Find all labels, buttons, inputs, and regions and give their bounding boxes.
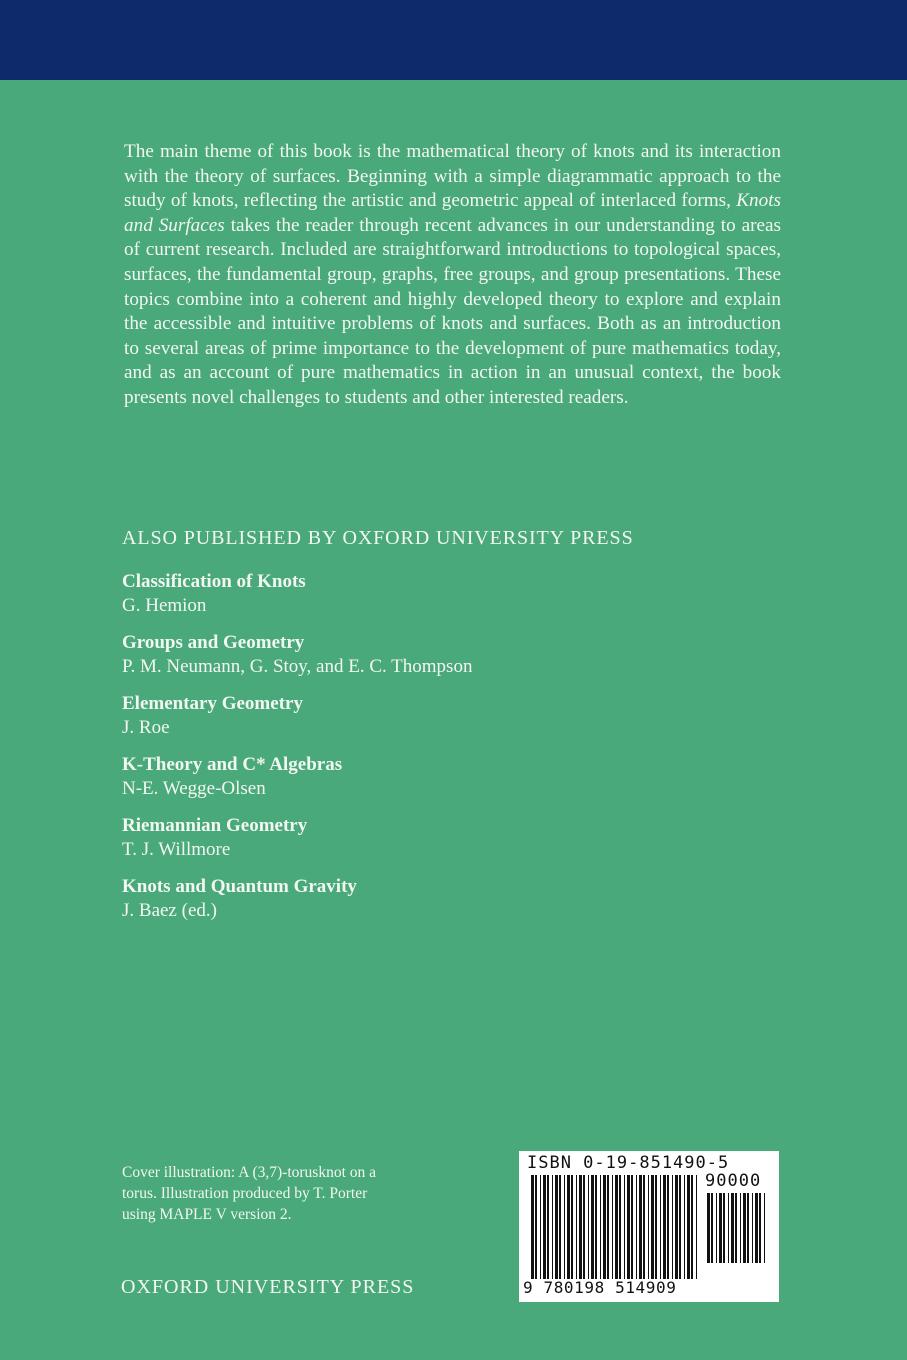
book-author: G. Hemion <box>122 595 207 616</box>
barcode-bar <box>651 1175 654 1279</box>
barcode-bar <box>687 1175 690 1279</box>
isbn-label: ISBN 0-19-851490-5 <box>527 1153 730 1173</box>
blurb-paragraph <box>124 140 781 411</box>
barcode-bar <box>603 1175 606 1279</box>
ean-number: 9 780198 514909 <box>523 1278 677 1297</box>
barcode-bar <box>752 1193 753 1263</box>
barcode-bar <box>631 1175 633 1279</box>
list-item <box>122 692 722 753</box>
barcode-bar <box>547 1175 549 1279</box>
book-author: J. Baez (ed.) <box>122 900 217 921</box>
barcode-bar <box>600 1175 601 1279</box>
barcode-bar <box>747 1193 749 1263</box>
barcode-bar <box>755 1193 758 1263</box>
book-title: K-Theory and C* Algebras <box>122 754 343 775</box>
barcode-bar <box>615 1175 618 1279</box>
barcode-bar <box>535 1175 537 1279</box>
blurb-book-title: Knots and Surfaces <box>124 190 781 236</box>
barcode-bar <box>607 1175 609 1279</box>
barcode-bar <box>723 1193 725 1263</box>
book-title: Classification of Knots <box>122 571 306 592</box>
barcode-bar <box>619 1175 621 1279</box>
barcode-bar <box>643 1175 645 1279</box>
barcode-bar <box>759 1193 761 1263</box>
barcode-bar <box>679 1175 681 1279</box>
barcode-bar <box>696 1175 697 1279</box>
barcode-bar <box>716 1193 717 1263</box>
cover-illustration-credit <box>122 1162 452 1225</box>
barcode-bar <box>764 1193 765 1263</box>
barcode-bar <box>576 1175 577 1279</box>
barcode-bar <box>595 1175 597 1279</box>
list-item <box>122 814 722 875</box>
barcode-bars <box>531 1175 701 1279</box>
book-title: Groups and Geometry <box>122 632 305 653</box>
barcode-bar <box>531 1175 534 1279</box>
barcode-bar <box>555 1175 558 1279</box>
book-title: Knots and Quantum Gravity <box>122 876 357 897</box>
top-band <box>0 0 907 80</box>
list-item <box>122 570 722 631</box>
barcode-bar <box>743 1193 746 1263</box>
barcode-bar <box>567 1175 570 1279</box>
barcode-bar <box>540 1175 541 1279</box>
barcode-bar <box>663 1175 666 1279</box>
blurb-text-2: takes the reader through recent advances in our understanding to areas of current research. Included are straightforward introductions to topological spaces, surfaces, the fundamental group, graphs, free groups, and group presentations. These topics combine into a coherent and highly developed theory to explore and explain the accessible and intuitive problems of knots and surfaces. Both as an introduction to several areas of prime importance to the development of pure mathematics today, and as an account of pure mathematics in action in an unusual context, the book presents novel challenges to students and other interested readers. <box>124 214 781 408</box>
barcode-bar <box>711 1193 713 1263</box>
barcode-bar <box>691 1175 693 1279</box>
barcode-bar <box>735 1193 737 1263</box>
also-published-heading: ALSO PUBLISHED BY OXFORD UNIVERSITY PRESS <box>122 527 634 549</box>
barcode-bar <box>731 1193 734 1263</box>
barcode-bar <box>639 1175 642 1279</box>
barcode-bar <box>564 1175 565 1279</box>
barcode-bar <box>655 1175 657 1279</box>
barcode-bar <box>543 1175 546 1279</box>
barcode-bar <box>728 1193 729 1263</box>
barcode-bar <box>571 1175 573 1279</box>
book-author: T. J. Willmore <box>122 839 231 860</box>
barcode-bar <box>552 1175 553 1279</box>
price-barcode-bars <box>707 1193 769 1263</box>
barcode-bar <box>675 1175 678 1279</box>
barcode-bar <box>591 1175 594 1279</box>
blurb-text-1: The main theme of this book is the mathematical theory of knots and its interaction with the theory of surfaces. Beginning with a simple diagrammatic approach to the study of knots, reflecting the artistic and geometric appeal of interlaced forms, <box>124 141 781 212</box>
book-title: Elementary Geometry <box>122 693 303 714</box>
list-item <box>122 631 722 692</box>
barcode-bar <box>624 1175 625 1279</box>
book-author: P. M. Neumann, G. Stoy, and E. C. Thompson <box>122 656 473 677</box>
barcode-bar <box>672 1175 673 1279</box>
barcode-bar <box>719 1193 722 1263</box>
price-code: 90000 <box>705 1171 762 1191</box>
credit-line: Cover illustration: A (3,7)-torusknot on a <box>122 1164 377 1181</box>
book-author: J. Roe <box>122 717 170 738</box>
credit-line: using MAPLE V version 2. <box>122 1206 292 1223</box>
also-published-list <box>122 570 722 936</box>
credit-line: torus. Illustration produced by T. Porter <box>122 1185 368 1202</box>
isbn-barcode <box>519 1151 779 1302</box>
barcode-bar <box>740 1193 741 1263</box>
barcode-bar <box>636 1175 637 1279</box>
barcode-bar <box>707 1193 710 1263</box>
barcode-bar <box>667 1175 669 1279</box>
list-item <box>122 753 722 814</box>
book-author: N-E. Wegge-Olsen <box>122 778 266 799</box>
publisher-name: OXFORD UNIVERSITY PRESS <box>121 1276 415 1298</box>
barcode-bar <box>583 1175 585 1279</box>
barcode-bar <box>627 1175 630 1279</box>
list-item <box>122 875 722 936</box>
barcode-bar <box>684 1175 685 1279</box>
barcode-bar <box>579 1175 582 1279</box>
barcode-bar <box>588 1175 589 1279</box>
barcode-bar <box>648 1175 649 1279</box>
book-title: Riemannian Geometry <box>122 815 308 836</box>
barcode-bar <box>612 1175 613 1279</box>
barcode-bar <box>660 1175 661 1279</box>
barcode-bar <box>559 1175 561 1279</box>
